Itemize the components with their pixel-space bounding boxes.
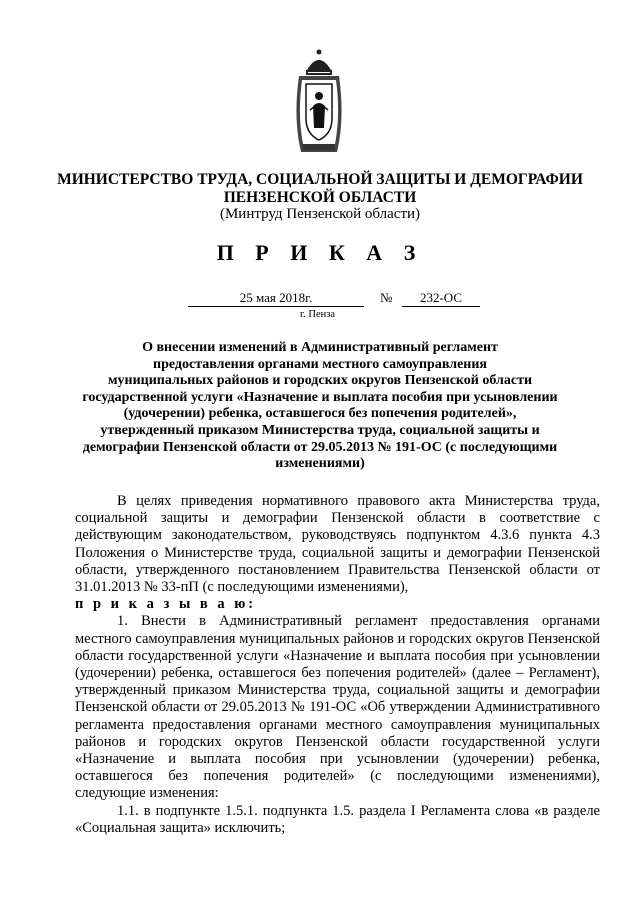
subject-line: (удочерении) ребенка, оставшегося без попечения родителей», <box>123 406 517 422</box>
order-keyword: п р и к а з ы в а ю: <box>75 596 257 613</box>
subject-line: демографии Пензенской области от 29.05.2013 № 191-ОС (с последующими <box>82 439 558 455</box>
number-sign: № <box>380 290 393 305</box>
organization-name <box>40 171 600 207</box>
organization-short-name: (Минтруд Пензенской области) <box>219 206 421 222</box>
order-subject <box>60 340 580 473</box>
order-date: 25 мая 2018г. <box>188 290 364 307</box>
city-label: г. Пенза <box>300 309 336 320</box>
document-title: П Р И К А З <box>216 240 424 265</box>
subject-line: предоставления органами местного самоуправления <box>153 356 487 372</box>
subject-line: утвержденный приказом Министерства труда, социальной защиты и <box>100 422 540 438</box>
organization-name-line2: ПЕНЗЕНСКОЙ ОБЛАСТИ <box>223 189 417 206</box>
subject-line: муниципальных районов и городских округов Пензенской области <box>107 373 533 389</box>
penza-coat-of-arms-icon <box>293 48 345 158</box>
order-body <box>75 493 600 837</box>
preamble-paragraph: В целях приведения нормативного правового акта Министерства труда, социальной защиты и демографии Пензенской области в соответствие с действующим законодательством, руководствуясь подпунктом 4.3.6 пункта 4.3 Положения о Министерстве труда, социальной защиты и демографии Пензенской области, утвержденного постановлением Правительства Пензенской области от 31.01.2013 № 33-пП (с последующими изменениями), <box>75 493 600 596</box>
subject-line: государственной услуги «Назначение и выплата пособия при усыновлении <box>82 389 558 405</box>
order-number: 232-ОС <box>402 290 480 307</box>
item-1-paragraph: 1. Внести в Административный регламент предоставления органами местного самоуправления муниципальных районов и городских округов Пензенской области государственной услуги «Назначение и выплата пособия при усыновлении (удочерении) ребенка, оставшегося без попечения родителей» (далее – Регламент), утвержденный приказом Министерства труда, социальной защиты и демографии Пензенской области от 29.05.2013 № 191-ОС «Об утверждении Административного регламента предоставления органами местного самоуправления муниципальных районов и городских округов Пензенской области государственной услуги «Назначение и выплата пособия при усыновлении (удочерении) ребенка, оставшегося без попечения родителей» (с последующими изменениями), следующие изменения: <box>75 613 600 802</box>
organization-name-line1: МИНИСТЕРСТВО ТРУДА, СОЦИАЛЬНОЙ ЗАЩИТЫ И ДЕМОГРАФИИ <box>57 171 583 188</box>
item-1-1-paragraph: 1.1. в подпункте 1.5.1. подпункта 1.5. раздела I Регламента слова «в разделе «Социальная защита» исключить; <box>75 802 600 836</box>
subject-line: О внесении изменений в Административный регламент <box>142 340 498 355</box>
subject-line: изменениями) <box>275 456 365 472</box>
